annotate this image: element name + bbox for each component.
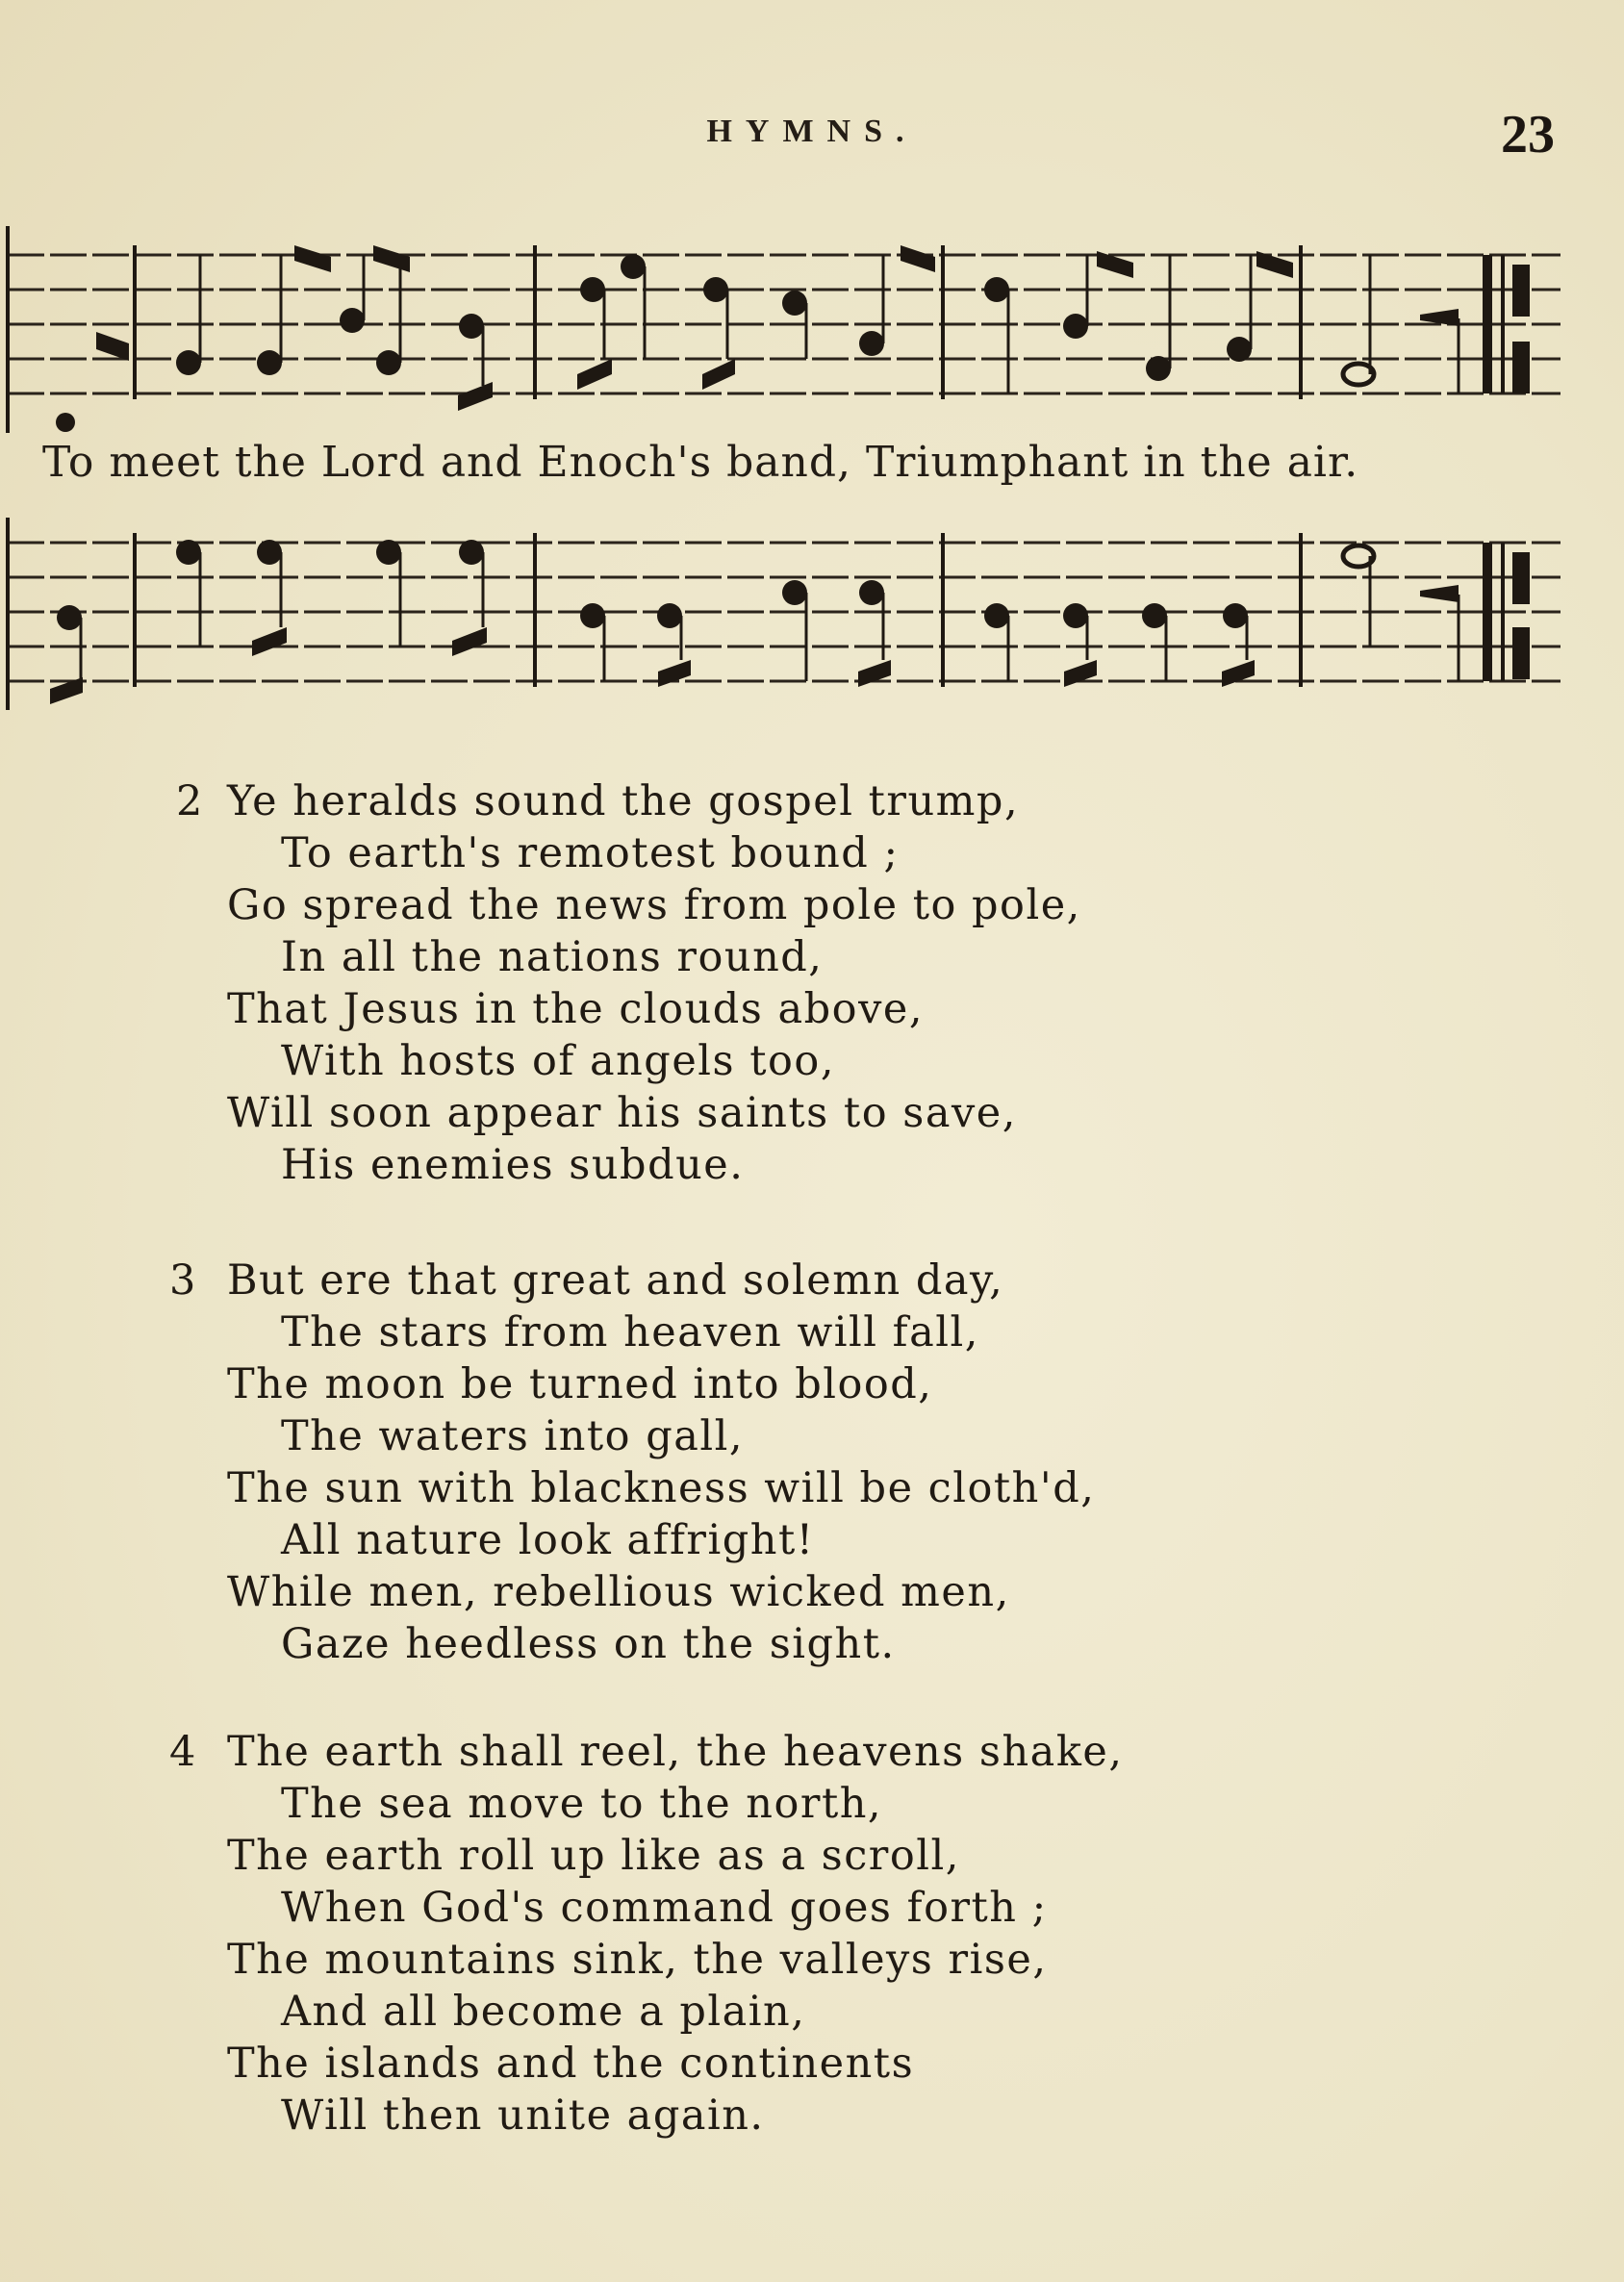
staff-upper-svg bbox=[0, 226, 1624, 433]
stanza-line: But ere that great and solemn day, bbox=[227, 1256, 1004, 1305]
stanza-line: To earth's remotest bound ; bbox=[281, 829, 900, 877]
stanza-line: Will then unite again. bbox=[281, 2092, 765, 2140]
stanza-line: When God's command goes forth ; bbox=[281, 1884, 1048, 1932]
stanza-line: The mountains sink, the valleys rise, bbox=[227, 1936, 1048, 1984]
stanza-line: The islands and the continents bbox=[227, 2040, 915, 2088]
stanza-line: Go spread the news from pole to pole, bbox=[227, 881, 1081, 929]
stanza-line: In all the nations round, bbox=[281, 933, 824, 981]
stanza-line: His enemies subdue. bbox=[281, 1141, 745, 1189]
stanza-number: 3 bbox=[169, 1256, 197, 1305]
page-number: 23 bbox=[1501, 105, 1555, 165]
stanza-3 bbox=[169, 1255, 1096, 1670]
music-staff-lower bbox=[0, 518, 1624, 710]
stanza-line: Will soon appear his saints to save, bbox=[227, 1089, 1017, 1137]
stanza-2 bbox=[176, 775, 1081, 1191]
stanza-line: The waters into gall, bbox=[281, 1412, 745, 1460]
stanza-line: That Jesus in the clouds above, bbox=[227, 985, 924, 1033]
stanza-line: The moon be turned into blood, bbox=[227, 1360, 933, 1408]
stanza-number: 2 bbox=[176, 777, 204, 825]
stanza-line: Gaze heedless on the sight. bbox=[281, 1620, 896, 1668]
running-head: HYMNS. bbox=[706, 114, 918, 149]
stanza-line: The sun with blackness will be cloth'd, bbox=[227, 1464, 1096, 1512]
stanza-line: The earth shall reel, the heavens shake, bbox=[227, 1728, 1124, 1776]
stanza-line: All nature look affright! bbox=[281, 1516, 815, 1564]
stanza-line: The stars from heaven will fall, bbox=[281, 1308, 979, 1357]
stanza-line: With hosts of angels too, bbox=[281, 1037, 835, 1085]
stanza-line: While men, rebellious wicked men, bbox=[227, 1568, 1010, 1616]
stanza-line: And all become a plain, bbox=[281, 1988, 806, 2036]
music-staff-upper bbox=[0, 226, 1624, 433]
stanza-line: The earth roll up like as a scroll, bbox=[227, 1832, 960, 1880]
staff-lower-svg bbox=[0, 518, 1624, 710]
stanza-line: Ye heralds sound the gospel trump, bbox=[227, 777, 1020, 825]
stanza-4 bbox=[169, 1726, 1124, 2142]
stanza-number: 4 bbox=[169, 1728, 197, 1776]
stanza-line: The sea move to the north, bbox=[281, 1780, 883, 1828]
music-lyric-line: To meet the Lord and Enoch's band, Triumphant in the air. bbox=[42, 438, 1359, 487]
